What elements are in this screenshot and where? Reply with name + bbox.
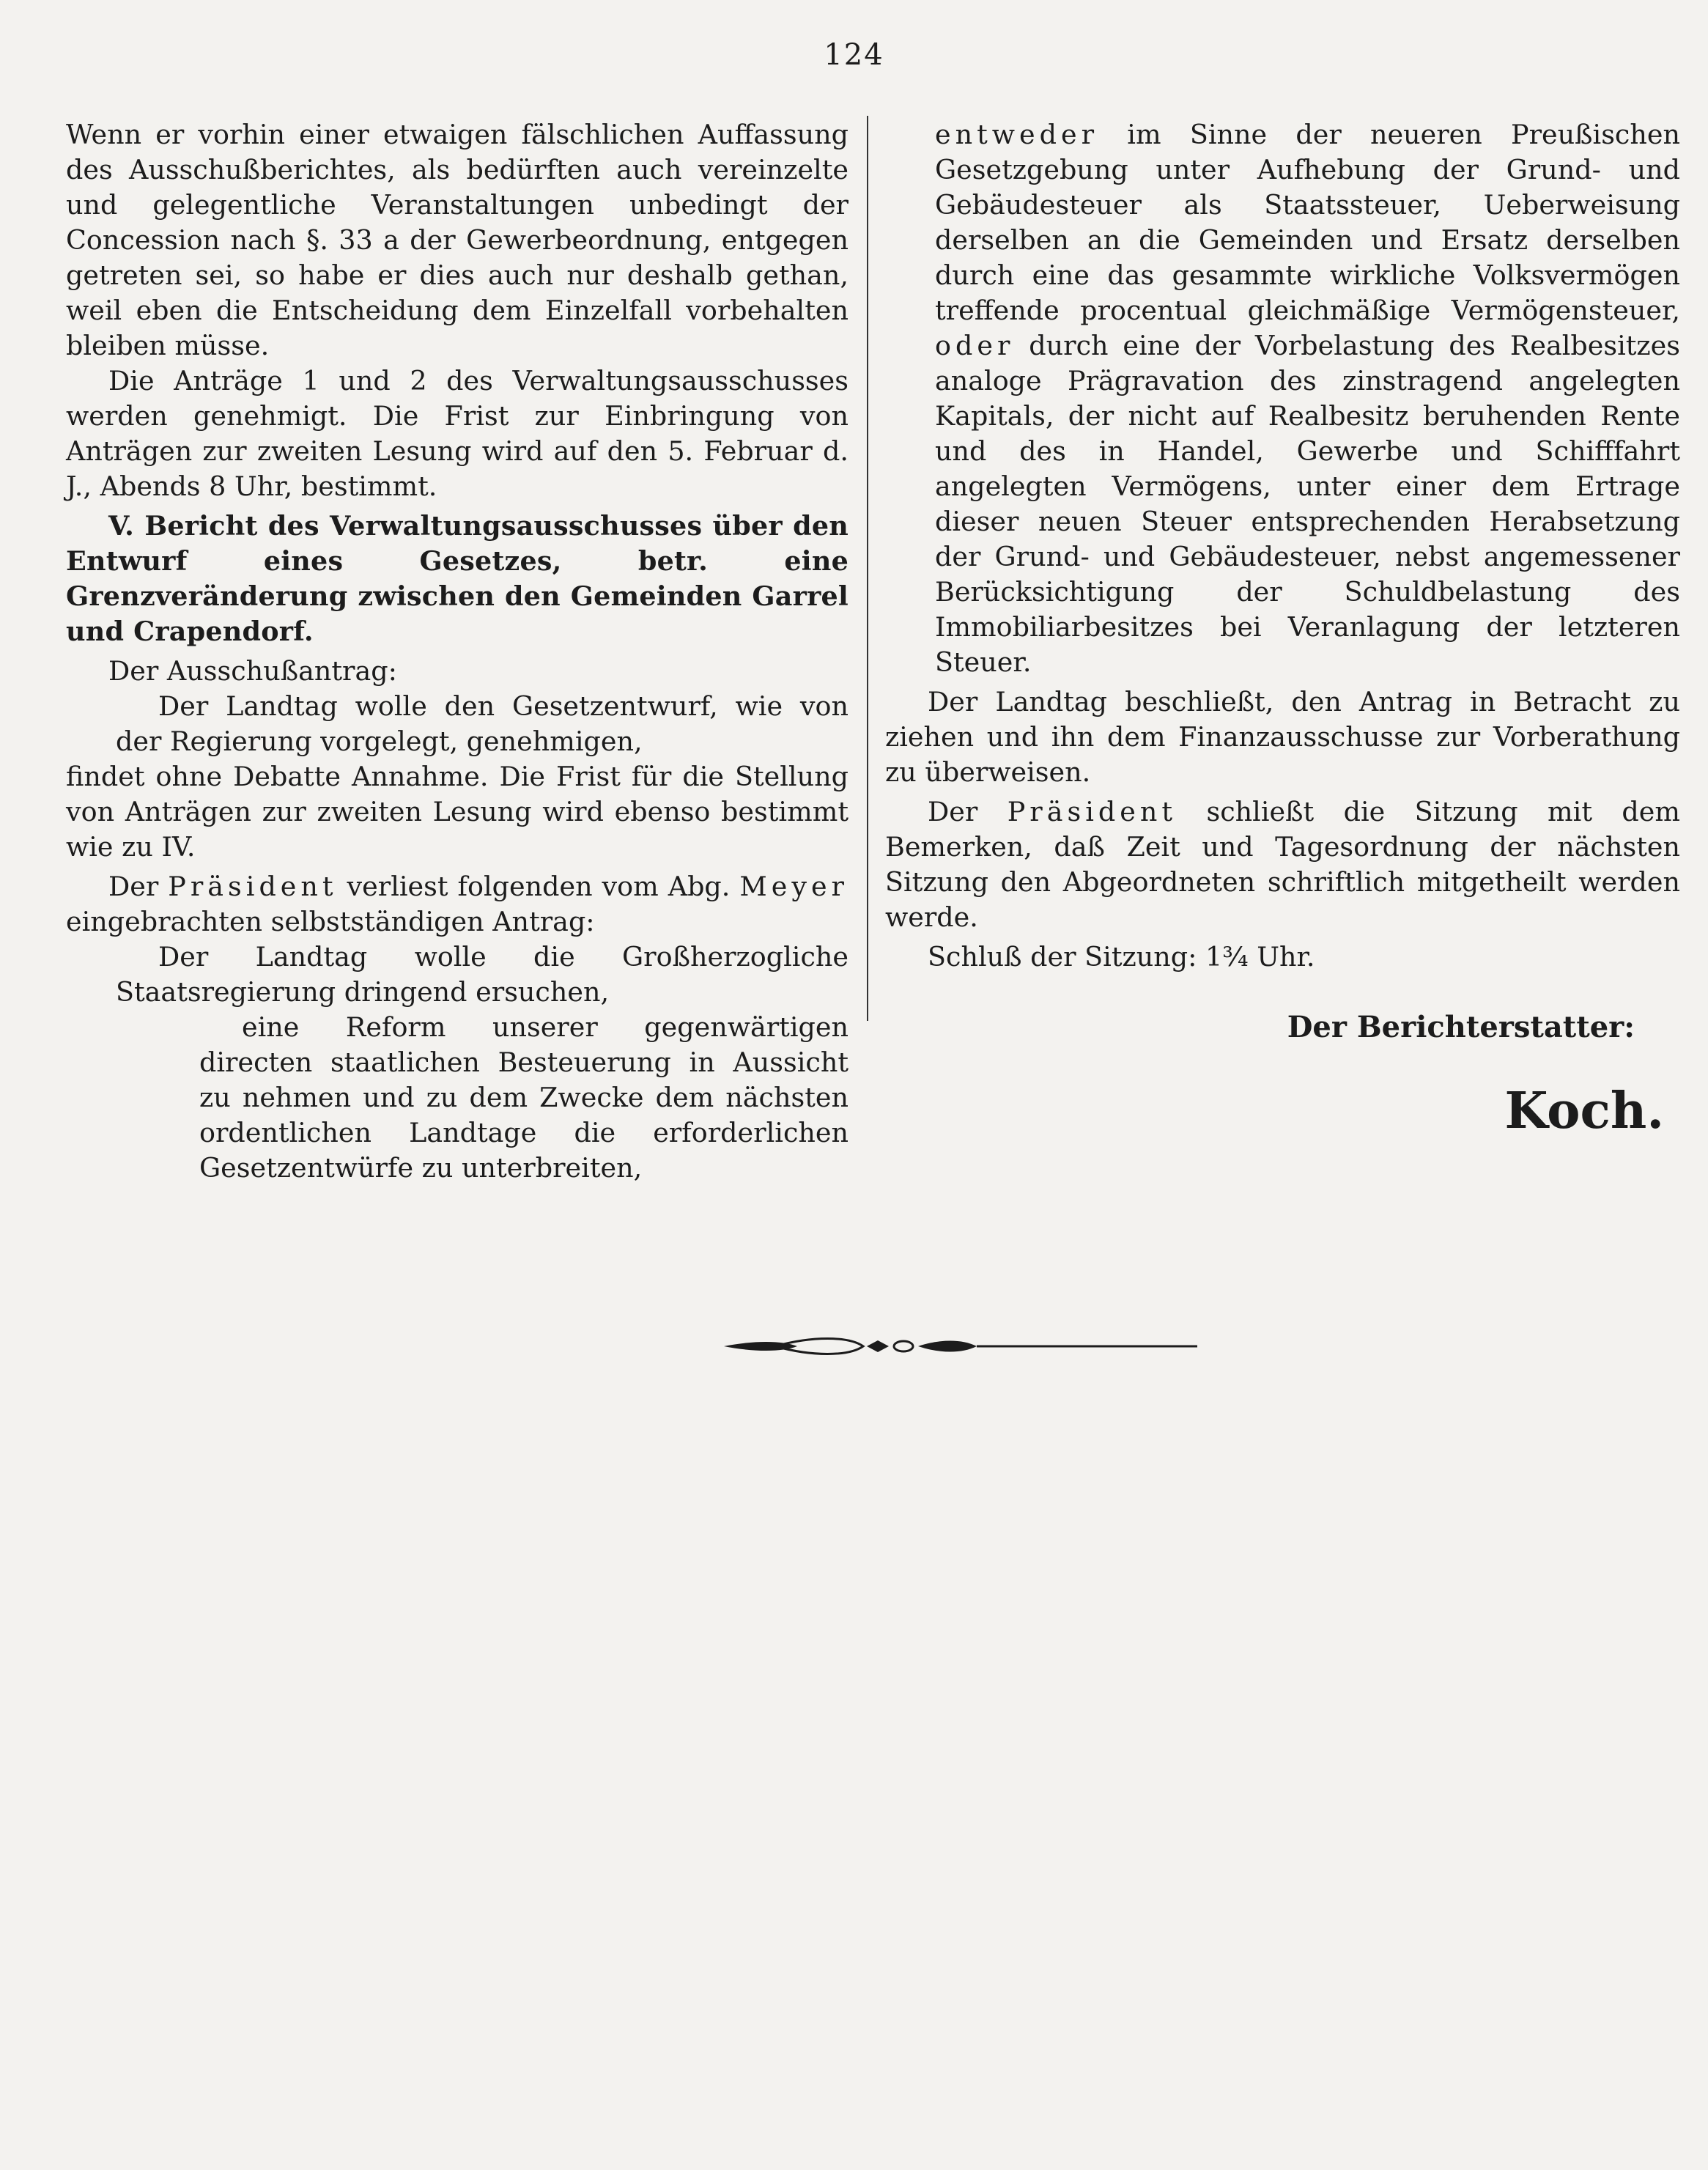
paragraph-president-reads [66,869,849,940]
motion-continuation [885,117,1680,680]
text-fragment: Der [928,796,1008,827]
reporter-signature: Koch. [1504,1082,1664,1140]
president-name: Präsident [1007,796,1178,827]
text-fragment: schließt die Sitzung mit dem Bemerken, daß Zeit und Tagesordnung der nächsten Sitzung den Abgeordneten schriftlich mitgetheilt werden werde. [885,796,1680,933]
text-fragment: Der [108,871,169,902]
emphasis-oder: oder [935,330,1015,361]
motion-intro: Der Landtag wolle die Großherzogliche Staatsregierung dringend ersuchen, [116,941,849,1008]
paragraph-motions-approved: Die Anträge 1 und 2 des Verwaltungsausschusses werden genehmigt. Die Frist zur Einbringung von Anträgen zur zweiten Lesung wird auf den 5. Februar d. J., Abends 8 Uhr, bestimmt. [66,365,849,502]
committee-motion-quote: Der Landtag wolle den Gesetzentwurf, wie von der Regierung vorgelegt, genehmigen, [116,690,849,757]
text-fragment: im Sinne der neueren Preußischen Gesetzgebung unter Aufhebung der Grund- und Gebäudesteuer als Staatssteuer, Ueberweisung derselben an die Gemeinden und Ersatz derselben durch eine das gesammte wirkliche Volksvermögen treffende procentual gleichmäßige Vermögensteuer, [935,119,1680,326]
deputy-name: Meyer [739,871,849,902]
emphasis-entweder: entweder [935,119,1099,150]
paragraph-adoption: findet ohne Debatte Annahme. Die Frist für die Stellung von Anträgen zur zweiten Lesung wird ebenso bestimmt wie zu IV. [66,761,849,863]
ornamental-rule [533,1332,1197,1361]
paragraph-concession: Wenn er vorhin einer etwaigen fälschlichen Auffassung des Ausschußberichtes, als bedürften auch vereinzelte und gelegentliche Veranstaltungen unbedingt der Concession nach §. 33 a der Gewerbeordnung, entgegen getreten sei, so habe er dies auch nur deshalb gethan, weil eben die Entscheidung dem Einzelfall vorbehalten bleiben müsse. [66,119,849,361]
column-divider [867,116,868,1021]
section-heading-v: V. Bericht des Verwaltungsausschusses über den Entwurf eines Gesetzes, betr. eine Grenzveränderung zwischen den Gemeinden Garrel und Crapendorf. [66,510,849,647]
end-of-session: Schluß der Sitzung: 1¾ Uhr. [928,941,1315,973]
paragraph-decision: Der Landtag beschließt, den Antrag in Betracht zu ziehen und ihn dem Finanzausschusse zur Vorberathung zu überweisen. [885,686,1680,788]
left-column [66,117,849,1186]
reporter-label: Der Berichterstatter: [1287,1010,1635,1044]
motion-body: eine Reform unserer gegenwärtigen directen staatlichen Besteuerung in Aussicht zu nehmen und zu dem Zwecke dem nächsten ordentlichen Landtage die erforderlichen Gesetzentwürfe zu unterbreiten, [199,1011,849,1184]
page-number: 124 [824,38,884,72]
committee-motion-label: Der Ausschußantrag: [108,655,397,687]
text-fragment: eingebrachten selbstständigen Antrag: [66,906,595,937]
text-fragment: durch eine der Vorbelastung des Realbesitzes analoge Prägravation des zinstragend angelegten Kapitals, der nicht auf Realbesitz beruhenden Rente und des in Handel, Gewerbe und Schifffahrt angelegten Vermögens, unter einer dem Ertrage dieser neuen Steuer entsprechenden Herabsetzung der Grund- und Gebäudesteuer, nebst angemessener Berücksichtigung der Schuldbelastung des Immobiliarbesitzes bei Veranlagung der letzteren Steuer. [935,330,1680,678]
right-column [885,117,1680,1140]
president-name: Präsident [168,871,338,902]
paragraph-session-close [885,794,1680,935]
text-fragment: verliest folgenden vom Abg. [337,871,740,902]
